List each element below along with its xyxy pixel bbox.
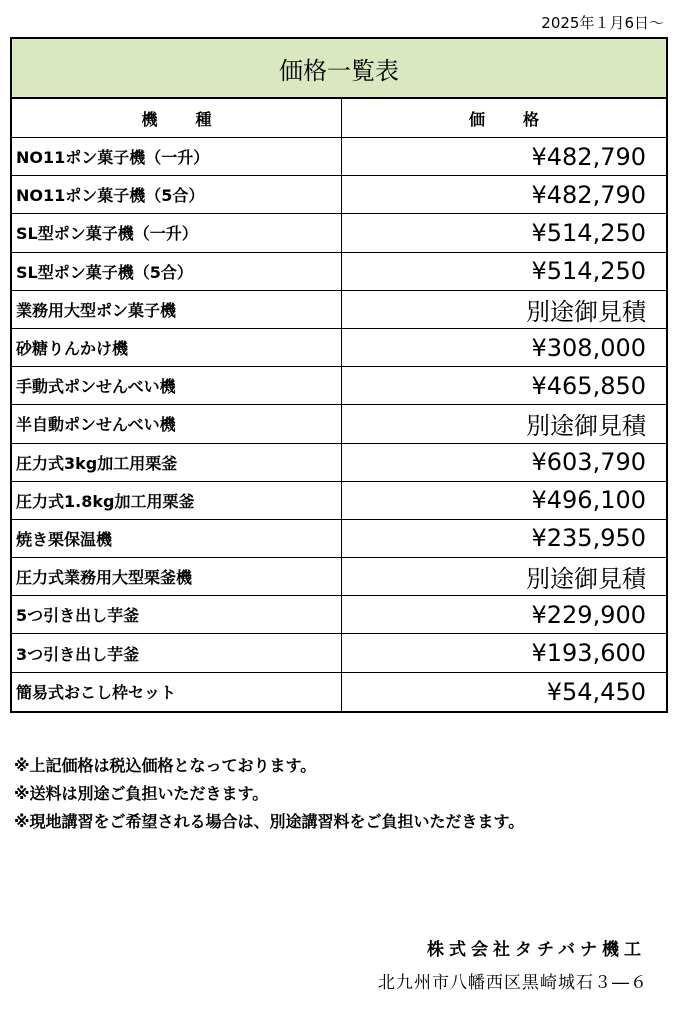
model-price: ¥54,450 (546, 677, 646, 706)
model-price: 別途御見積 (526, 297, 646, 326)
table-body (12, 138, 666, 711)
notes (14, 752, 524, 836)
price-table (10, 37, 668, 713)
model-name: 焼き栗保温機 (12, 520, 342, 557)
model-name: 砂糖りんかけ機 (12, 329, 342, 366)
model-name: 圧力式業務用大型栗釜機 (12, 558, 342, 595)
table-row (12, 673, 666, 711)
table-row (12, 367, 666, 405)
model-price: ¥496,100 (531, 486, 646, 515)
model-name: 半自動ポンせんべい機 (12, 405, 342, 442)
model-name: NO11ポン菓子機（一升） (12, 138, 342, 175)
model-price: ¥308,000 (531, 333, 646, 362)
table-header (12, 99, 666, 138)
model-price: ¥514,250 (531, 257, 646, 286)
note-tax: ※上記価格は税込価格となっております。 (14, 756, 317, 775)
header-model: 機種 (12, 99, 342, 137)
model-price: ¥603,790 (531, 448, 646, 477)
header-price: 価格 (468, 109, 577, 129)
model-price: ¥482,790 (531, 142, 646, 171)
table-row (12, 176, 666, 214)
model-name: 圧力式1.8kg加工用栗釜 (12, 482, 342, 519)
table-row (12, 329, 666, 367)
table-row (12, 405, 666, 443)
model-name: 簡易式おこし枠セット (12, 673, 342, 711)
model-price: ¥229,900 (531, 600, 646, 629)
model-price: ¥514,250 (531, 218, 646, 247)
model-name: 圧力式3kg加工用栗釜 (12, 444, 342, 481)
page-title: 価格一覧表 (12, 39, 666, 99)
table-row (12, 634, 666, 672)
model-name: SL型ポン菓子機（5合） (12, 253, 342, 290)
model-price: ¥235,950 (531, 524, 646, 553)
model-price: ¥465,850 (531, 371, 646, 400)
table-row (12, 520, 666, 558)
model-name: 3つ引き出し芋釜 (12, 634, 342, 671)
effective-date: 2025年１月6日～ (541, 14, 664, 32)
table-row (12, 558, 666, 596)
model-price: ¥193,600 (531, 639, 646, 668)
model-name: 業務用大型ポン菓子機 (12, 291, 342, 328)
note-shipping: ※送料は別途ご負担いただきます。 (14, 784, 269, 803)
table-row (12, 482, 666, 520)
model-name: 5つ引き出し芋釜 (12, 596, 342, 633)
company-name: 株式会社タチバナ機工 (427, 940, 646, 960)
model-name: 手動式ポンせんべい機 (12, 367, 342, 404)
model-price: 別途御見積 (526, 412, 646, 441)
table-row (12, 214, 666, 252)
table-row (12, 444, 666, 482)
company-address: 北九州市八幡西区黒崎城石３―６ (378, 973, 648, 993)
table-row (12, 596, 666, 634)
model-name: SL型ポン菓子機（一升） (12, 214, 342, 251)
model-price: ¥482,790 (531, 180, 646, 209)
table-row (12, 138, 666, 176)
table-row (12, 291, 666, 329)
model-name: NO11ポン菓子機（5合） (12, 176, 342, 213)
model-price: 別途御見積 (526, 565, 646, 594)
note-training: ※現地講習をご希望される場合は、別途講習料をご負担いただきます。 (14, 812, 525, 831)
table-row (12, 253, 666, 291)
